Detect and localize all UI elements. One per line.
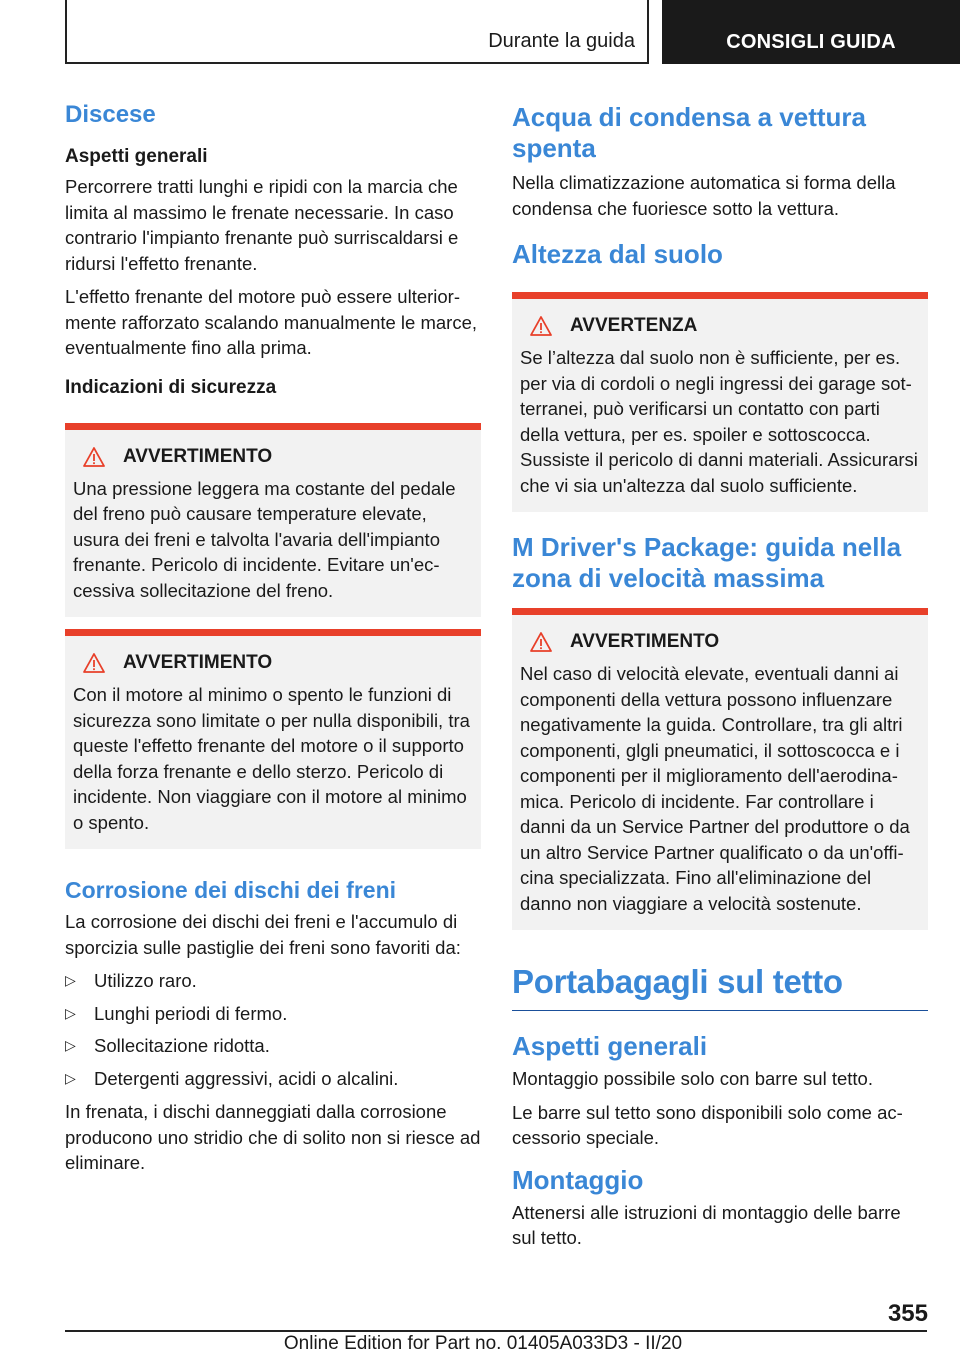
- warning-box: [512, 608, 928, 930]
- paragraph: Montaggio possibile solo con barre sul tetto.: [512, 1068, 873, 1089]
- heading-altezza: Altezza dal suolo: [512, 239, 723, 269]
- heading-sicurezza: Indicazioni di sicurezza: [65, 376, 277, 398]
- page-number: 355: [887, 1300, 928, 1327]
- warning-box: [512, 292, 928, 512]
- warning-title: AVVERTIMENTO: [123, 445, 273, 467]
- heading-montaggio: Montaggio: [512, 1164, 644, 1195]
- right-column: [512, 102, 928, 1259]
- heading-portabagagli: Portabagagli sul tetto: [512, 960, 928, 1011]
- paragraph: L'effetto frenante del motore può essere ulteriormente rafforzato scalando manualmente le marce, eventualmente fino alla prima.: [65, 286, 478, 358]
- list-item: ▷ Sollecitazione ridotta.: [65, 1033, 481, 1059]
- heading-aspetti-generali-2: Aspetti generali: [512, 1031, 708, 1061]
- list-item: ▷ Detergenti aggressivi, acidi o alcalini.: [65, 1066, 481, 1092]
- chapter-tab: CONSIGLI GUIDA: [662, 0, 960, 64]
- triangle-bullet-icon: ▷: [65, 1037, 76, 1053]
- heading-m-driver: M Driver's Package: guida nella zona di velocità massima: [512, 532, 902, 593]
- triangle-bullet-icon: ▷: [65, 1069, 76, 1086]
- paragraph: Le barre sul tetto sono disponibili solo come accessorio speciale.: [512, 1101, 903, 1148]
- heading-aspetti-generali: Aspetti generali: [65, 146, 208, 167]
- warning-triangle-icon: [83, 653, 105, 673]
- warning-title: AVVERTENZA: [570, 315, 698, 336]
- footer-divider: [65, 1330, 927, 1332]
- paragraph: Attenersi alle istruzioni di montaggio delle barre sul tetto.: [512, 1201, 901, 1248]
- paragraph: In frenata, i dischi danneggiati dalla corrosione producono uno stridio che di solito non si riesce ad eliminare.: [65, 1101, 481, 1173]
- footer-edition: Online Edition for Part no. 01405A033D3 - II/20: [283, 1333, 683, 1354]
- list-item: ▷ Lunghi periodi di fermo.: [65, 1001, 481, 1027]
- warning-text: Con il motore al minimo o spento le funzioni di sicurezza sono limitate o per nulla disponibili, tra queste l'effetto frenante del motore o il supporto della forza frenante e dello sterzo. Pericolo di incidente. Non viaggiare con il motore al minimo o spento.: [73, 684, 470, 833]
- warning-title: AVVERTIMENTO: [570, 631, 720, 652]
- warning-box: [65, 423, 481, 618]
- left-column: [65, 100, 481, 1184]
- bullet-list: [65, 968, 481, 1091]
- triangle-bullet-icon: ▷: [65, 972, 76, 988]
- warning-text: Nel caso di velocità elevate, eventuali danni ai componenti della vettura possono influenzare negativamente la guida. Controllare, tra gli altri componenti, glgli pneumatici, il sottoscocca e i componenti per il miglioramento dell'aerodinamica. Pericolo di incidente. Far controllare i danni da un Service Partner del produttore o da un altro Service Partner qualificato o da un'officina specializzata. Fino all'eliminazione del danno non viaggiare a velocità sostenute.: [520, 663, 910, 914]
- heading-condensa: Acqua di condensa a vettura spenta: [512, 102, 866, 163]
- warning-triangle-icon: [530, 316, 552, 336]
- section-title: Durante la guida: [488, 30, 635, 52]
- warning-title: AVVERTIMENTO: [123, 652, 273, 673]
- list-item: ▷ Utilizzo raro.: [65, 968, 481, 994]
- paragraph: Percorrere tratti lunghi e ripidi con la marcia che limita al massimo le frenate necessarie. In caso contrario l'impianto frenante può surriscaldarsi e ridursi l'effetto frenante.: [65, 176, 459, 274]
- warning-text: Se l’altezza dal suolo non è sufficiente, per es. per via di cordoli o negli ingressi dei garage sotterranei, può verificarsi un contatto con parti della vettura, per es. spoiler e sottoscocca. Sussiste il pericolo di danni materiali. Assicurarsi che vi sia un'altezza dal suolo sufficiente.: [520, 347, 918, 496]
- paragraph: La corrosione dei dischi dei freni e l'accumulo di sporcizia sulle pastiglie dei freni sono favoriti da:: [65, 911, 461, 958]
- heading-corrosione: Corrosione dei dischi dei freni: [65, 877, 397, 903]
- triangle-bullet-icon: ▷: [65, 1004, 76, 1021]
- warning-box: [65, 629, 481, 849]
- paragraph: Nella climatizzazione automatica si forma della condensa che fuoriesce sotto la vettura.: [512, 172, 896, 219]
- warning-text: Una pressione leggera ma costante del pedale del freno può causare temperature elevate, usura dei freni e talvolta l'avaria dell'impianto frenante. Pericolo di incidente. Evitare un'eccessiva sollecitazione del freno.: [73, 477, 456, 601]
- heading-discese: Discese: [65, 101, 156, 128]
- warning-triangle-icon: [530, 632, 552, 652]
- warning-triangle-icon: [83, 447, 105, 467]
